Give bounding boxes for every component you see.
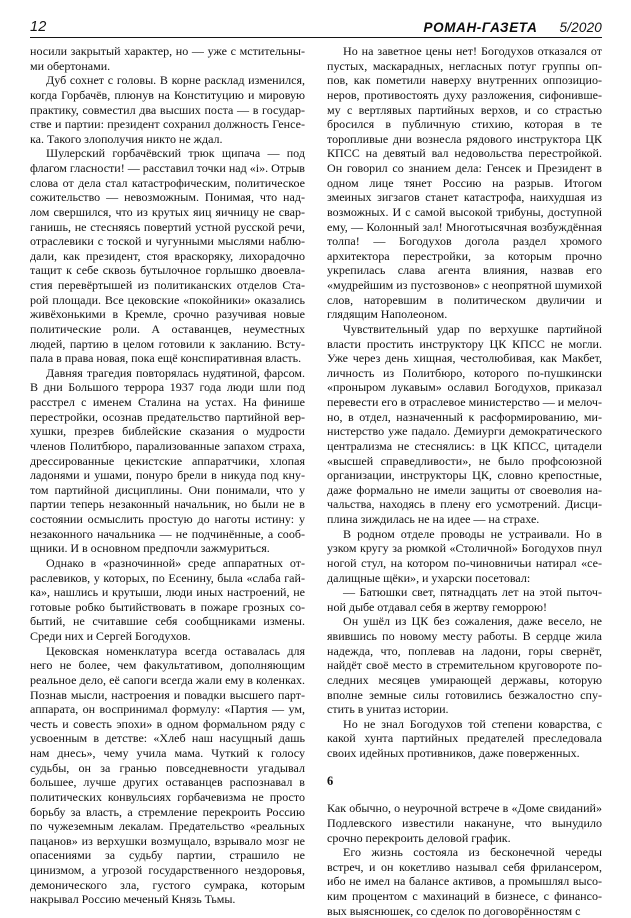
section-number-heading: 6: [327, 773, 334, 788]
body-paragraph: Его жизнь состояла из бесконечной череды встреч, и он кокетливо называл себя фрилансером, ибо не имел на балансе активов, а промышлял высоким процентом с махинаций в бизнесе, с финансовых выяснюшек, со сделок по договорённостям с: [327, 845, 602, 918]
column-right: [327, 44, 602, 918]
body-paragraph: Как обычно, о неурочной встрече в «Доме свиданий» Подлевского известили накануне, что вынудило срочно перекроить деловой график.: [327, 801, 602, 845]
header-right-group: [424, 20, 602, 35]
body-paragraph: В родном отделе проводы не устраивали. Но в узком кругу за рюмкой «Столичной» Богодухов пнул ногой стул, на котором по-чиновничьи натирал «седалищные щёки», и ухарски посетовал:: [327, 526, 602, 585]
body-paragraph: Однако в «разночинной» среде аппаратных отраслевиков, у которых, по Есенину, была «слаба гайка», нашлись и крутыши, люди иных настроений, не готовые робко бытийствовать в пожаре грозных событий, не считавшие себя сообщниками измены. Среди них и Сергей Богодухов.: [30, 555, 305, 643]
running-header: [30, 16, 602, 38]
body-paragraph: Давняя трагедия повторялась нудятиной, фарсом. В дни Большого террора 1937 года люди шли под расстрел с именем Сталина на устах. На финише перестройки, осознав предательство партийной верхушки, презрев библейские сказания о мудрости членов Политбюро, парализованные запахом страха, дрессированные цекистские аппаратчики, хлопая ладонями и ушами, понуро брели в никуда под кнутом партийной дисциплины. Они понимали, что у партии теперь незаконный начальник, но были не в состоянии осмыслить простую до наготы истину: у незаконного начальника — не подчинённые, а сообщники. И в основном предпочли зажмуриться.: [30, 365, 305, 556]
body-paragraph: Цековская номенклатура всегда оставалась для него не более, чем факультативом, дополняющим реальное дело, её сапоги всегда жали ему в коленках. Познав мысли, настроения и повадки высшего партаппарата, он воспринимал формулу: «Партия — ум, честь и совесть эпохи» в одном формальном ряду с усвоенным в детстве: «Хлеб наш насущный дашь нам днесь», чему учила мама. Чуткий к голосу судьбы, он за гранью повседневности угадывал большее, лучше других оставанцев распознавал в политических конвульсиях горбачевизма не просто борьбу за власть, а стремление перекроить Россию по чужеземным лекалам. Предательство «реальных пацанов» из верхушки возмущало, взрывало мозг не опасениями за судьбу партии, страшило не цинизмом, а угрозой государственного нездоровья, демонического зла, густого сумрака, которым накрывал Россию меченый Князь Тьмы.: [30, 643, 305, 907]
body-columns: [30, 44, 602, 918]
body-paragraph: Он ушёл из ЦК без сожаления, даже весело, не явившись по новому месту работы. В сердце жила надежда, что, поплевав на ладони, горы свернёт, найдёт своё место в стремительном круговороте последних месяцев умирающей державы, которую вполне земные силы готовились безжалостно спустить в унитаз истории.: [327, 614, 602, 717]
column-left: [30, 44, 305, 907]
issue-number: 5/2020: [559, 20, 602, 35]
magazine-title: РОМАН-ГАЗЕТА: [423, 20, 538, 35]
page-number: 12: [30, 19, 47, 35]
body-paragraph: Дуб сохнет с головы. В корне расклад изменился, когда Горбачёв, плюнув на Конституцию и мировую практику, совместил два высших поста — в государстве и партии: президент сохранил должность Генсека. Такого злополучия никто не ждал.: [30, 73, 305, 146]
body-paragraph: носили закрытый характер, но — уже с мстительными обертонами.: [30, 44, 305, 73]
body-paragraph: — Батюшки свет, пятнадцать лет на этой пыточной дыбе отдавал себя в жертву геморрою!: [327, 585, 602, 614]
body-paragraph: Но на заветное цены нет! Богодухов отказался от пустых, маскарадных, негласных потуг группы оппов, как пометили наверху внутренних оппозиционеров, противостоять духу разложения, сифонившему с вертлявых партийных верхов, и со страстью бросился в публичную стихию, которая в те торопливые дни вознесла рядового инструктора ЦК КПСС на девятый вал недовольства перестройкой. Он говорил со знанием дела: Генсек и Президент в одном лице тянет Россию на разрыв. Итогом змеиных зигзагов станет катастрофа, наихудшая из возможных. И с самой высокой трибуны, доступной ему, — Колонный зал! Многотысячная возбуждённая толпа! — Богодухов догола раздел хромого архитектора перестройки, за которым прочно укрепилась слава агента влияния, назвав его «мудрейшим из пустозвонов» с неопрятной шумихой слов, наторевшим в политическом двуличии и глядящим Наполеоном.: [327, 44, 602, 322]
body-paragraph: Шулерский горбачёвский трюк щипача — под флагом гласности! — расставил точки над «i». Отрыв слова от дела стал катастрофическим, политическое сожительство — невозможным. Понимая, что надлом свершился, что из крутых яиц яичницу не сварганишь, не стесняясь повертий устной русской речи, отраслевики с тоской и чугунными мыслями наблюдали, как президент, стоя враскоряку, лихорадочно тащит к себе сквозь бутылочное горлышко двоевластия перевёртышей из политиканских отделов Старой площади. Все цековские «покойники» оказались живёхонькими в Кремле, срочно разучивая новые политические роли. А оставанцев, неуместных людей, партию в целом готовили к закланию. Вступала в права новая, пока ещё конспиративная власть.: [30, 146, 305, 366]
body-paragraph: Чувствительный удар по верхушке партийной власти простить инструктору ЦК КПСС не могли. Уже через день хищная, честолюбивая, как Макбет, личность из Политбюро, которого по-пушкински «проныром лукавым» ославил Богодухов, приказал перевести его в отраслевое министерство — и мелочно, в отдел, назначенный к расформированию, министерство уже падало. Демиурги демократического централизма не стеснялись: в ЦК КПСС, цитадели «высшей справедливости», не было профсоюзной организации, инструкторы ЦК, словно крепостные, даже формально не имели защиты от своеволия начальства, находясь в плену его усмотрений. Дисциплина зиждилась не на идее — на страхе.: [327, 321, 602, 526]
body-paragraph: Но не знал Богодухов той степени коварства, с какой хунта партийных предателей преследовала своих идейных противников, даже поверженных.: [327, 716, 602, 760]
